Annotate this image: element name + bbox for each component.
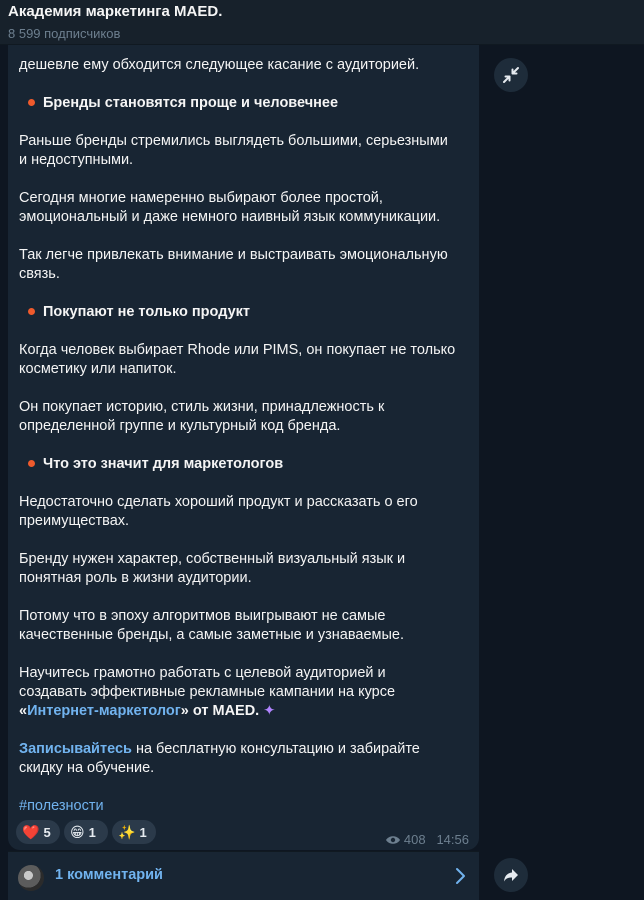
- text-line: связь.: [19, 266, 60, 282]
- message-bubble: [8, 45, 479, 850]
- sparkles-icon: ✨: [118, 824, 136, 840]
- bullet-icon: [28, 308, 35, 315]
- text-line: Научитесь грамотно работать с целевой аудиторией и: [19, 665, 386, 681]
- text-line: создавать эффективные рекламные кампании на курсе: [19, 684, 396, 700]
- comments-label: 1 комментарий: [55, 867, 163, 883]
- message-time: 14:56: [436, 832, 469, 847]
- heart-icon: ❤️: [22, 824, 40, 840]
- chat-header[interactable]: [0, 0, 644, 45]
- reaction-grin[interactable]: 😁 1: [64, 820, 108, 844]
- text-line: дешевле ему обходится следующее касание с аудиторией.: [19, 57, 420, 73]
- text-line: и недоступными.: [19, 152, 134, 168]
- chevron-right-icon: [453, 867, 467, 885]
- text-line: Так легче привлекать внимание и выстраивать эмоциональную: [19, 247, 448, 263]
- text-line: Сегодня многие намеренно выбирают более простой,: [19, 190, 383, 206]
- text-line: Когда человек выбирает Rhode или PIMS, он покупает не только: [19, 342, 456, 358]
- bullet-icon: [28, 99, 35, 106]
- text-line: качественные бренды, а самые заметные и узнаваемые.: [19, 627, 405, 643]
- section-heading: Бренды становятся проще и человечнее: [19, 94, 471, 113]
- share-arrow-icon: [502, 866, 520, 884]
- text-line: Раньше бренды стремились выглядеть большими, серьезными: [19, 133, 448, 149]
- text-line: эмоциональный и даже немного наивный язык коммуникации.: [19, 209, 441, 225]
- subscriber-count: 8 599 подписчиков: [8, 26, 121, 41]
- reaction-heart[interactable]: ❤️ 5: [16, 820, 60, 844]
- message-meta: [385, 832, 469, 847]
- text-line: «Интернет-маркетолог» от MAED. ✦: [19, 703, 276, 719]
- view-count: 408: [403, 832, 426, 847]
- text-line: Он покупает историю, стиль жизни, принадлежность к: [19, 399, 385, 415]
- avatar: [18, 865, 44, 891]
- course-link[interactable]: Интернет-маркетолог: [27, 703, 181, 719]
- text-line: определенной группе и культурный код бренда.: [19, 418, 341, 434]
- eye-icon: [385, 835, 401, 845]
- text-line: скидку на обучение.: [19, 760, 155, 776]
- share-button[interactable]: [494, 858, 528, 892]
- reaction-sparkles[interactable]: ✨ 1: [112, 820, 156, 844]
- text-line: Бренду нужен характер, собственный визуальный язык и: [19, 551, 406, 567]
- text-line: Недостаточно сделать хороший продукт и рассказать о его: [19, 494, 418, 510]
- collapse-arrows-icon: [502, 66, 520, 84]
- bullet-icon: [28, 460, 35, 467]
- text-line: косметику или напиток.: [19, 361, 177, 377]
- text-line: Записывайтесь на бесплатную консультацию и забирайте: [19, 741, 420, 757]
- hashtag-link[interactable]: #полезности: [19, 798, 104, 814]
- grin-icon: 😁: [70, 824, 85, 840]
- text-line: преимуществах.: [19, 513, 130, 529]
- channel-title[interactable]: Академия маркетинга MAED.: [8, 3, 223, 20]
- collapse-button[interactable]: [494, 58, 528, 92]
- comments-button[interactable]: [8, 851, 479, 900]
- text-line: Потому что в эпоху алгоритмов выигрывают не самые: [19, 608, 386, 624]
- text-line: понятная роль в жизни аудитории.: [19, 570, 252, 586]
- sparkle-icon: ✦: [263, 703, 276, 719]
- section-heading: Что это значит для маркетологов: [19, 455, 471, 474]
- section-heading: Покупают не только продукт: [19, 303, 471, 322]
- signup-link[interactable]: Записывайтесь: [19, 741, 132, 757]
- message-text: [19, 45, 471, 816]
